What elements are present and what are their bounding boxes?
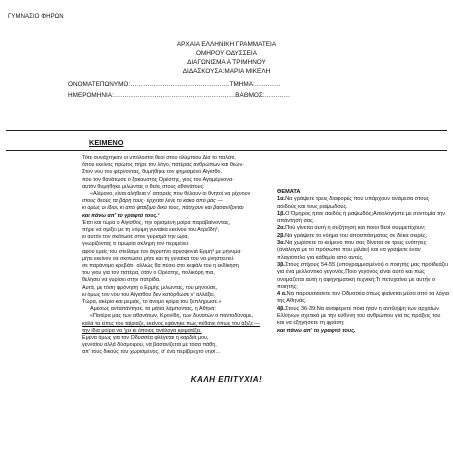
question-item <box>277 262 449 291</box>
passage-line: και πάνω απ' το γραφτό τους.¹ <box>82 212 160 219</box>
passage-line: Αμέσως ανταπάντησε, τα μάτια λάμποντας, η Αθηνά: <box>90 306 216 313</box>
passage-line: πήρε να σμίξει με τη νόμιμη γυναίκα εκείνου του Ατρεΐδη², <box>82 227 219 234</box>
question-number: 1β. <box>277 210 286 217</box>
passage-line: κι αυτόν τον σκότωσε στον γυρισμό την ώρα, <box>82 234 190 241</box>
passage-line: αφού εμείς του στείλαμε τον άγρυπνο αργοφονιά Ερμή³ με μήνυμα <box>82 248 241 255</box>
passage-line: Έτσι και τώρα ο Αίγισθος, την ορισμένη μοίρα παραβαίνοντας, <box>82 219 231 226</box>
question-number: 3β. <box>277 261 286 268</box>
question-item <box>277 225 449 232</box>
school-name: ΓΥΜΝΑΣΙΟ ΦΗΡΩΝ <box>8 14 64 20</box>
teacher-name: ΔΙΔΑΣΚΟΥΣΑ:ΜΑΡΙΑ ΜΙΚΕΛΗ <box>182 68 271 75</box>
question-text: Να γράψετε το νόημα του αποσπάσματος σε δέκα σειρές. <box>285 232 428 239</box>
passage-line: Τώρα, ακέριο και μεμιάς, το άνομο κρίμα του ξεπλήρωσε.» <box>82 299 222 306</box>
passage-line: Τότε συνάχτηκαν οι υπόλοιποι θεοί στου ολύμπιου Δία το παλάτι, <box>82 155 236 161</box>
question-text: Να παρουσιάσετε τον Οδυσσέα όπως φαίνεται μέσα από τα λόγια της Αθηνάς. <box>277 291 450 305</box>
student-name-field: ΟΝΟΜΑΤΕΠΩΝΥΜΟ:………………………………………..ΤΜΗΜΑ:………… <box>68 81 281 88</box>
question-number: 2β. <box>277 232 286 239</box>
work-title: ΟΜΗΡΟΥ ΟΔΥΣΣΕΙΑ <box>196 50 257 57</box>
passage-line: γνωρίζοντας τι τιμωρία σκληρή τον περιμένει· <box>82 241 190 248</box>
questions-title: ΘΕΜΑΤΑ <box>277 189 301 195</box>
passage-line: που τον θανάτωσε ο ξακουστός Ορέστης, γιος του Αγαμέμνονα· <box>82 176 234 183</box>
question-item <box>277 233 449 240</box>
question-text: και πάνω απ' το γραφτό τους. <box>277 327 356 334</box>
question-item <box>277 291 449 306</box>
question-item <box>277 328 449 335</box>
passage-line: όπου εκείνος πρώτος πήρε τον λόγο, πατέρας ανθρώπων και θεών· <box>82 162 244 169</box>
passage-line: Αυτά, με τόση φρόνηση ο Ερμής μιλώντας, του μηνούσε, <box>82 284 218 291</box>
passage-line: καλά τα είπες του ταίριαζε, εκείνος εφάνηκε πως πέθανε όπως του άξιζε — <box>82 320 260 327</box>
divider-top <box>6 130 447 131</box>
question-number: 1α. <box>277 196 286 203</box>
question-item <box>277 196 449 211</box>
passage-line: «Αλίμονο, είναι αλήθεια ν' απορείς που θέλουν οι θνητοί να ρίχνουν <box>90 191 251 198</box>
exam-title: ΔΙΑΓΩΝΙΣΜΑ Α ΤΡΙΜΗΝΟΥ <box>187 59 266 66</box>
passage-line: απ' τους δικούς του χωρισμένος, σ' ένα περίβρεχτο νησί… <box>82 349 221 356</box>
passage-line: γενναίου αλλά δύσμοιρου, να βασανίζεται με τόσα πάθη, <box>82 342 217 349</box>
question-text: Πού γίνεται αυτή η συζήτηση και ποιοι θεοί συμμετέχουν; <box>285 225 426 232</box>
question-item <box>277 306 449 328</box>
passage-line: του γιου για τον πατέρα, όταν ο Ορέστης, πολικόρη πια, <box>82 270 215 277</box>
question-text: Στους 36-39:Να αναφέρετε ποια ήταν η αντίληψη των αρχαίων Ελλήνων σχετικά με την ευθύνη του ανθρώπου για τις πράξεις του και να εξηγήσετε τη φράση: <box>277 305 441 327</box>
passage-line: στους θεούς τα βάρη τους· έρχεται λένε το κακό από μας — <box>82 198 223 205</box>
section-title: ΚΕΙΜΕΝΟ <box>89 138 124 147</box>
passage-line: κι όμως τον νου του Αίγισθου δεν κατόρθωσε ν' αλλάξει. <box>82 291 216 298</box>
passage-line: κι όμως οι ίδιοι, κι από φταίξιμο δικό τους, πάσχουν και βασανίζονται <box>82 205 244 212</box>
question-text: Ο Όμηρος ήταν αοιδός ή ραψωδός;Αιτιολογήστε με συντομία την απάντησή σας. <box>277 210 446 225</box>
closing-wish: ΚΑΛΗ ΕΠΙΤΥΧΙΑ! <box>190 375 263 384</box>
passage-line: θελήσει να γυρίσει στην πατρίδα. <box>82 277 161 284</box>
passage-line: αυτόν θυμήθηκε μιλώντας ο θεός στους αθανάτους: <box>82 183 205 190</box>
questions-column <box>277 189 449 335</box>
question-number: 4 α. <box>277 291 287 298</box>
passage-line: «Πατέρα μας των αθανάτων, Κρονίδη, των δυνατών ο παντοδύναμε, <box>90 313 253 320</box>
question-text: Να χωρίσετε το κείμενο που σας δίνεται σε τρεις ενότητες (ανάλογα με το πρόσωπο που μιλάει) και να γράψετε έναν πλαγιότιτλο για κάθεμία από αυτές. <box>277 240 427 261</box>
question-item <box>277 240 449 262</box>
question-number: 4β. <box>277 305 286 312</box>
question-text: Στους στίχους 54-55 (υπογραμμισμένοι) ο ποιητής μας προϊδεάζει για ένα μελλοντικό γεγονός.Ποιο γεγονός είναι αυτό και πώς ονομάζεται αυτή η αφηγηματική τεχνική;Τι πετυχαίνει με αυτήν ο ποιητής; <box>277 261 448 290</box>
passage-line: Εμένα όμως για τον Οδυσσέα φλέγεται η καρδιά μου, <box>82 335 209 342</box>
passage-line: Στον νου του φέρνοντας, θυμήθηκε τον φημισμένο Αίγισθο, <box>82 169 222 176</box>
date-grade-field: ΗΜΕΡΟΜΗΝΙΑ:…………………………………………………ΒΑΘΜΟΣ:………… <box>68 92 291 99</box>
question-item <box>277 211 449 226</box>
question-number: 3α. <box>277 240 286 247</box>
passage-line: μήτε εκείνον να σκοτώσει μήτε και τη γυναίκα του να μνηστευτεί· <box>82 255 235 262</box>
question-text: Να γράψετε τρεις διαφορές που υπάρχουν ανάμεσα στους αοιδούς και τους ραψωδούς. <box>277 196 430 210</box>
subject-title: ΑΡΧΑΙΑ ΕΛΛΗΝΙΚΗ ΓΡΑΜΜΑΤΕΙΑ <box>176 41 277 48</box>
question-number: 2α. <box>277 225 286 232</box>
passage-line: την ίδια μοίρα να 'χει κι όποιος ανάλογα κριματίζει. <box>82 327 202 334</box>
divider-bottom <box>6 150 447 151</box>
passage-line: σε παράνομο κρεβάτι· αλλιώς θα πέσει στο κεφάλι του η εκδίκηση <box>82 263 239 270</box>
